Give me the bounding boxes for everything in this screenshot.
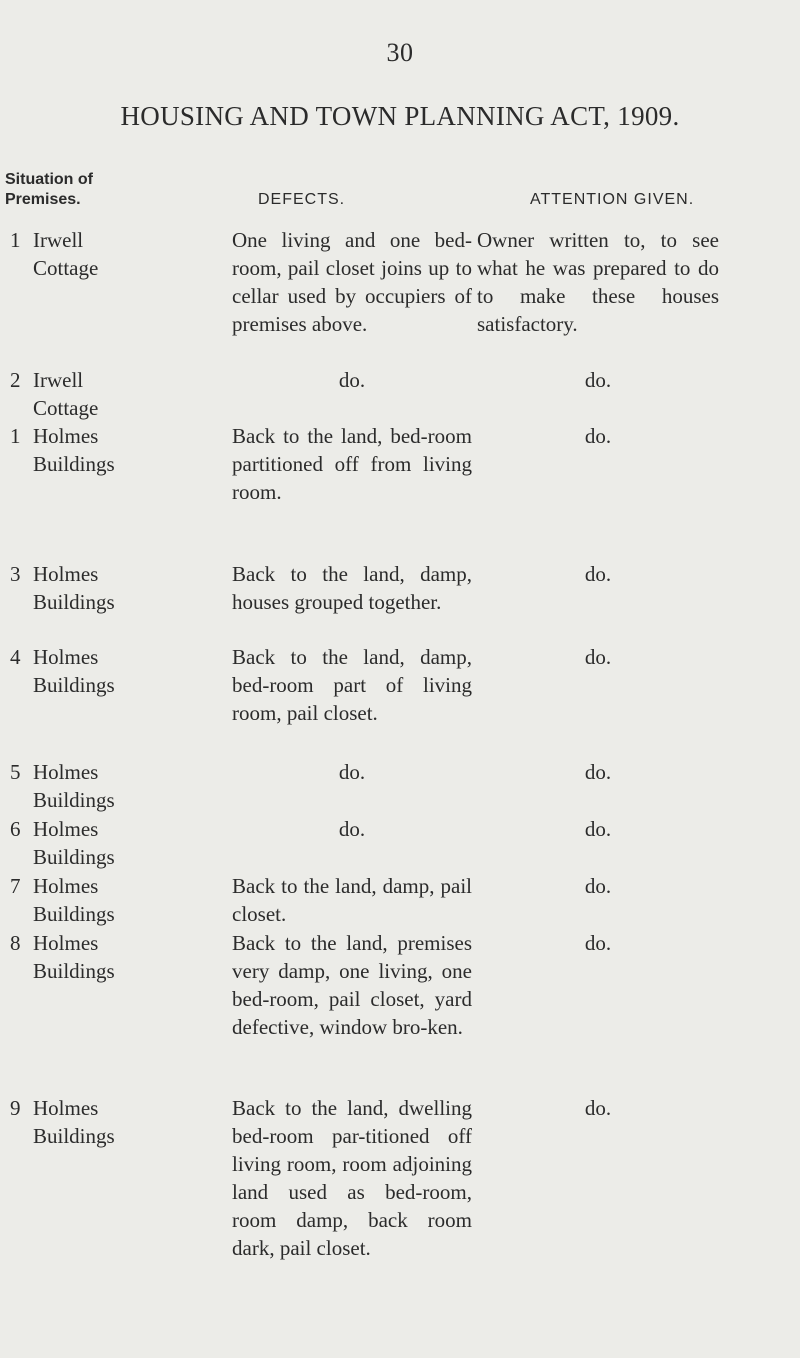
defects-cell: One living and one bed-room, pail closet joins up to cellar used by occupiers of premises above.	[232, 228, 472, 336]
premises-number: 9	[10, 1096, 21, 1120]
attention-cell: do.	[584, 424, 612, 448]
premises-number: 5	[10, 760, 21, 784]
attention-cell: do.	[584, 645, 612, 669]
premises-name: Holmes	[33, 424, 99, 448]
column-header-defects: DEFECTS.	[258, 191, 346, 208]
premises-name: Irwell	[33, 368, 84, 392]
premises-type: Buildings	[33, 902, 115, 926]
premises-number: 2	[10, 368, 21, 392]
attention-cell: do.	[584, 368, 612, 392]
defects-cell: Back to the land, bed-room partitioned off from living room.	[232, 424, 472, 504]
premises-number: 6	[10, 817, 21, 841]
premises-name: Holmes	[33, 645, 99, 669]
premises-number: 3	[10, 562, 21, 586]
premises-type: Buildings	[33, 959, 115, 983]
defects-cell: do.	[338, 817, 366, 841]
attention-cell: do.	[584, 817, 612, 841]
premises-type: Cottage	[33, 256, 99, 280]
page-number: 30	[386, 38, 414, 67]
defects-cell: do.	[338, 368, 366, 392]
premises-type: Buildings	[33, 673, 115, 697]
attention-cell: do.	[584, 760, 612, 784]
premises-name: Holmes	[33, 562, 99, 586]
attention-cell: do.	[584, 931, 612, 955]
defects-cell: Back to the land, damp, pail closet.	[232, 874, 472, 926]
premises-type: Buildings	[33, 1124, 115, 1148]
defects-cell: do.	[338, 760, 366, 784]
defects-cell: Back to the land, damp, bed-room part of living room, pail closet.	[232, 645, 472, 725]
attention-cell: do.	[584, 874, 612, 898]
premises-type: Buildings	[33, 452, 115, 476]
premises-number: 7	[10, 874, 21, 898]
premises-type: Buildings	[33, 845, 115, 869]
premises-name: Holmes	[33, 931, 99, 955]
column-header-situation: Situation of Premises.	[5, 171, 93, 208]
premises-number: 1	[10, 424, 21, 448]
premises-number: 1	[10, 228, 21, 252]
premises-type: Cottage	[33, 396, 99, 420]
column-header-attention: ATTENTION GIVEN.	[530, 191, 695, 208]
premises-name: Holmes	[33, 760, 99, 784]
premises-type: Buildings	[33, 788, 115, 812]
premises-name: Holmes	[33, 817, 99, 841]
defects-cell: Back to the land, damp, houses grouped together.	[232, 562, 472, 614]
premises-name: Holmes	[33, 874, 99, 898]
attention-cell: do.	[584, 562, 612, 586]
premises-name: Holmes	[33, 1096, 99, 1120]
premises-number: 4	[10, 645, 21, 669]
defects-cell: Back to the land, premises very damp, one living, one bed-room, pail closet, yard defective, window bro-ken.	[232, 931, 472, 1039]
attention-cell: Owner written to, to see what he was prepared to do to make these houses satisfactory.	[477, 228, 719, 336]
page-title: HOUSING AND TOWN PLANNING ACT, 1909.	[120, 101, 680, 131]
premises-number: 8	[10, 931, 21, 955]
premises-name: Irwell	[33, 228, 84, 252]
premises-type: Buildings	[33, 590, 115, 614]
attention-cell: do.	[584, 1096, 612, 1120]
defects-cell: Back to the land, dwelling bed-room par-titioned off living room, room adjoining land used as bed-room, room damp, back room dark, pail closet.	[232, 1096, 472, 1260]
